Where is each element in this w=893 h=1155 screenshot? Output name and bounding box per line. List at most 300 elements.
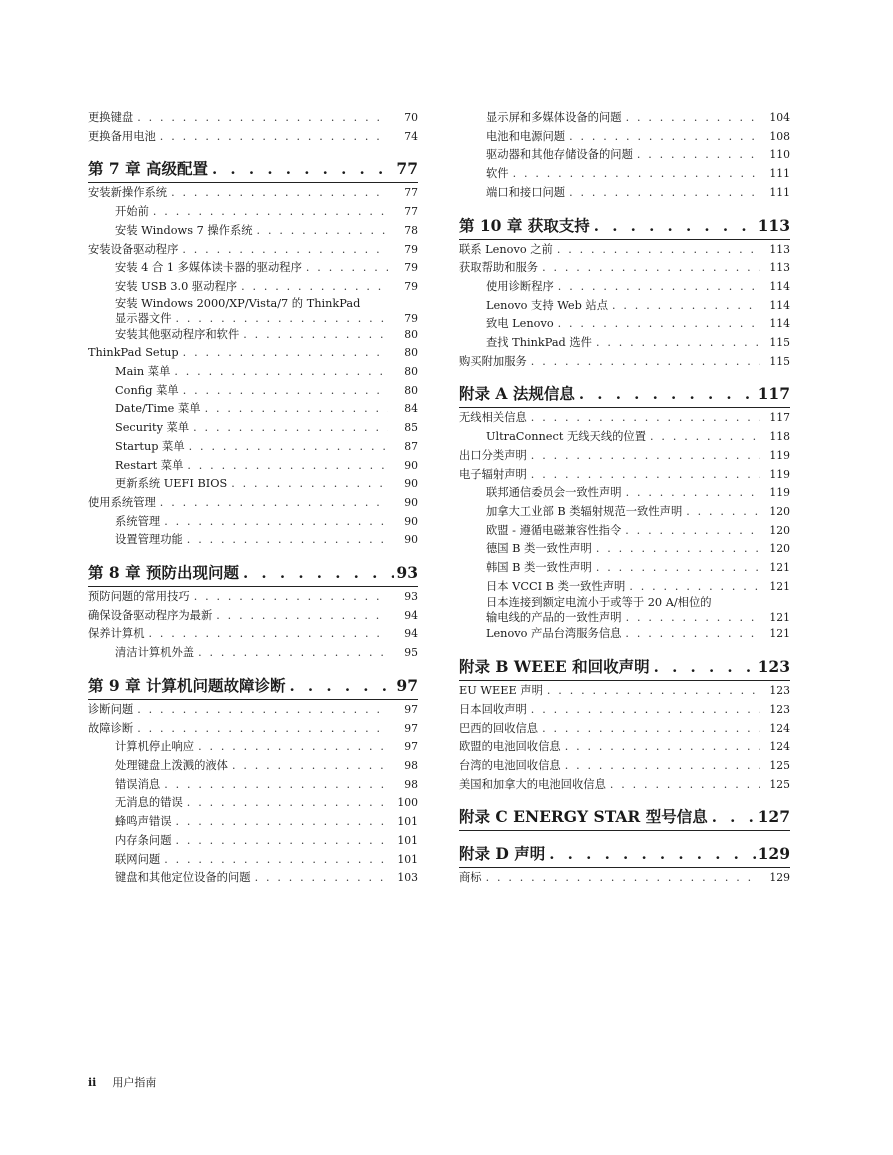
dot-leader [596,334,760,353]
chapter-page-number: 129 [757,844,790,864]
toc-entry[interactable] [88,531,418,550]
entry-title: 驱动器和其他存储设备的问题 [486,148,633,162]
toc-entry[interactable] [88,259,418,278]
entry-page-number: 98 [404,758,418,772]
toc-entry[interactable] [459,625,790,644]
entry-page-number: 120 [769,542,790,556]
entry-page-number: 121 [769,579,790,593]
toc-chapter-heading[interactable] [88,562,418,587]
toc-entry[interactable] [88,203,418,222]
toc-entry[interactable] [459,241,790,260]
entry-page-number: 79 [404,242,418,256]
entry-page-number: 114 [769,279,790,293]
entry-page-number: 124 [769,740,790,754]
entry-title: 诊断问题 [88,702,134,716]
entry-page-number: 110 [769,148,790,162]
toc-entry[interactable] [459,522,790,541]
toc-entry[interactable] [88,588,418,607]
entry-title: 软件 [486,167,509,181]
entry-title-line1: 安装 Windows 2000/XP/Vista/7 的 ThinkPad [115,296,361,310]
entry-page-number: 74 [404,129,418,143]
toc-entry[interactable] [88,475,418,494]
chapter-title: 附录 B WEEE 和回收声明 [459,657,650,677]
toc-entry[interactable] [459,184,790,203]
toc-entry[interactable] [88,241,418,260]
dot-leader [565,738,760,757]
toc-entry[interactable] [88,494,418,513]
dot-leader [149,625,389,644]
entry-page-number: 98 [404,777,418,791]
entry-page-number: 113 [769,242,790,256]
chapter-page-number: 113 [757,215,790,235]
dot-leader [231,475,388,494]
entry-title: Config 菜单 [115,383,179,397]
dot-leader [547,682,760,701]
entry-title: UltraConnect 无线天线的位置 [486,430,647,444]
toc-entry[interactable] [459,109,790,128]
entry-title: 开始前 [115,205,149,219]
toc-entry[interactable] [88,382,418,401]
dot-leader [183,382,388,401]
entry-title: Date/Time 菜单 [115,402,201,416]
entry-title: 使用系统管理 [88,495,156,509]
chapter-title: 附录 C ENERGY STAR 型号信息 [459,807,708,827]
entry-page-number: 111 [769,185,790,199]
entry-page-number: 108 [769,129,790,143]
entry-page-number: 125 [769,777,790,791]
entry-page-number: 94 [404,627,418,641]
dot-leader [137,701,388,720]
entry-page-number: 119 [769,467,790,481]
dot-leader [198,738,388,757]
entry-title: 电池和电源问题 [486,129,566,143]
entry-title: Main 菜单 [115,365,171,379]
entry-title: EU WEEE 声明 [459,684,543,698]
dot-leader [549,843,755,865]
entry-title: Startup 菜单 [115,439,185,453]
entry-title: Lenovo 支持 Web 站点 [486,298,609,312]
entry-page-number: 85 [404,421,418,435]
entry-title: 端口和接口问题 [486,185,566,199]
dot-leader [187,531,388,550]
dot-leader [579,383,756,405]
toc-entry[interactable] [88,738,418,757]
toc-entry[interactable] [88,400,418,419]
page-footer [88,1074,156,1090]
entry-page-number: 77 [404,205,418,219]
toc-entry[interactable] [88,851,418,870]
dot-leader [610,776,760,795]
entry-title: 巴西的回收信息 [459,721,539,735]
toc-entry[interactable] [88,513,418,532]
chapter-page-number: 93 [396,563,418,583]
entry-page-number: 101 [397,852,418,866]
entry-page-number: 104 [769,111,790,124]
dot-leader [243,326,388,345]
toc-entry[interactable] [459,540,790,559]
toc-entry[interactable] [88,869,418,888]
dot-leader [137,720,388,739]
dot-leader [626,484,760,503]
entry-title: 购买附加服务 [459,354,527,368]
toc-chapter-heading[interactable] [459,806,790,831]
chapter-title: 第 10 章 获取支持 [459,215,590,235]
entry-page-number: 113 [769,261,790,275]
chapter-page-number: 117 [757,384,790,404]
entry-title: 日本回收声明 [459,702,527,716]
entry-page-number: 115 [769,354,790,368]
entry-title: 获取帮助和服务 [459,261,539,275]
toc-entry[interactable] [88,109,418,128]
entry-title: Lenovo 产品台湾服务信息 [486,627,622,641]
dot-leader [712,806,756,828]
chapter-page-number: 77 [396,159,418,179]
dot-leader [531,409,760,428]
entry-page-number: 97 [404,740,418,754]
entry-page-number: 124 [769,721,790,735]
entry-page-number: 114 [769,298,790,312]
toc-entry[interactable] [88,184,418,203]
chapter-title: 第 8 章 预防出现问题 [88,563,239,583]
entry-page-number: 93 [404,590,418,604]
dot-leader [164,513,388,532]
entry-page-number: 90 [404,495,418,509]
dot-leader [164,851,388,870]
entry-page-number: 90 [404,477,418,491]
entry-title: 无线相关信息 [459,411,527,425]
entry-title: 安装设备驱动程序 [88,242,179,256]
dot-leader [183,344,388,363]
toc-entry[interactable] [88,438,418,457]
entry-title: 安装其他驱动程序和软件 [115,327,240,341]
toc-entry[interactable] [459,596,790,625]
entry-page-number: 70 [404,111,418,124]
toc-entry[interactable] [459,447,790,466]
dot-leader [198,644,388,663]
entry-title: 加拿大工业部 B 类辐射规范一致性声明 [486,504,683,518]
dot-leader [626,610,760,625]
toc-entry[interactable] [88,625,418,644]
chapter-title: 附录 D 声明 [459,844,546,864]
entry-title: 德国 B 类一致性声明 [486,542,592,556]
entry-title: 欧盟的电池回收信息 [459,740,561,754]
entry-title: 内存条问题 [115,833,172,847]
entry-title: 错误消息 [115,777,161,791]
toc-entry[interactable] [88,419,418,438]
entry-page-number: 121 [769,561,790,575]
toc-entry[interactable] [88,832,418,851]
dot-leader [612,297,760,316]
entry-title-line1: 日本连接到额定电流小于或等于 20 A/相位的 [486,596,712,610]
dot-leader [193,419,388,438]
entry-page-number: 80 [404,383,418,397]
toc-entry[interactable] [88,326,418,345]
dot-leader [176,311,389,326]
entry-title: 联邦通信委员会一致性声明 [486,486,622,500]
entry-page-number: 79 [404,311,418,325]
entry-title: 韩国 B 类一致性声明 [486,561,592,575]
dot-leader [189,438,388,457]
toc-entry[interactable] [459,484,790,503]
entry-page-number: 123 [769,702,790,716]
dot-leader [182,241,388,260]
entry-title: 系统管理 [115,514,161,528]
dot-leader [596,540,760,559]
toc-chapter-heading[interactable] [459,215,790,240]
entry-title: 欧盟 - 遵循电磁兼容性指令 [486,523,622,537]
toc-entry[interactable] [88,344,418,363]
entry-title-row2 [115,311,418,326]
entry-page-number: 80 [404,346,418,360]
toc-entry[interactable] [459,409,790,428]
entry-title: 美国和加拿大的电池回收信息 [459,777,606,791]
dot-leader [216,607,388,626]
entry-page-number: 120 [769,523,790,537]
entry-page-number: 121 [769,627,790,641]
chapter-title: 附录 A 法规信息 [459,384,575,404]
entry-title: 出口分类声明 [459,448,527,462]
toc-entry[interactable] [88,720,418,739]
entry-title: 使用诊断程序 [486,279,554,293]
chapter-page-number: 97 [396,675,418,695]
entry-page-number: 123 [769,684,790,698]
entry-page-number: 119 [769,448,790,462]
toc-entry[interactable] [88,794,418,813]
toc-entry[interactable] [88,363,418,382]
entry-page-number: 115 [769,336,790,350]
toc-entry[interactable] [88,128,418,147]
toc-entry[interactable] [459,757,790,776]
chapter-title: 第 7 章 高级配置 [88,159,208,179]
entry-page-number: 120 [769,504,790,518]
dot-leader [558,315,760,334]
entry-page-number: 125 [769,758,790,772]
toc-entry[interactable] [459,428,790,447]
entry-title: Restart 菜单 [115,458,184,472]
dot-leader [565,757,760,776]
toc-entry[interactable] [459,738,790,757]
toc-chapter-heading[interactable] [459,656,790,681]
dot-leader [531,447,760,466]
toc-entry[interactable] [459,578,790,597]
entry-title: 显示屏和多媒体设备的问题 [486,111,622,124]
toc-entry[interactable] [459,353,790,372]
entry-page-number: 79 [404,261,418,275]
entry-title: 确保设备驱动程序为最新 [88,608,213,622]
dot-leader [625,625,760,644]
dot-leader [176,813,389,832]
dot-leader [626,109,760,128]
toc-chapter-heading[interactable] [88,158,418,183]
dot-leader [486,869,760,888]
entry-title: 安装 USB 3.0 驱动程序 [115,279,238,293]
entry-page-number: 90 [404,533,418,547]
entry-title: 安装 Windows 7 操作系统 [115,223,253,237]
entry-title-row2 [486,610,790,625]
toc-entry[interactable] [459,701,790,720]
entry-page-number: 87 [404,439,418,453]
dot-leader [160,128,388,147]
toc-entry[interactable] [88,607,418,626]
dot-leader [625,522,760,541]
dot-leader [137,109,388,128]
entry-page-number: 119 [769,486,790,500]
entry-page-number: 114 [769,317,790,331]
dot-leader [187,457,388,476]
entry-title: ThinkPad Setup [88,346,179,360]
entry-page-number: 94 [404,608,418,622]
toc-entry[interactable] [459,278,790,297]
toc-entry[interactable] [88,776,418,795]
toc-chapter-heading[interactable] [88,675,418,700]
entry-title: 更换键盘 [88,111,134,124]
entry-page-number: 90 [404,514,418,528]
toc-entry[interactable] [459,466,790,485]
dot-leader [212,158,394,180]
entry-page-number: 84 [404,402,418,416]
dot-leader [654,656,756,678]
dot-leader [686,503,760,522]
dot-leader [174,363,388,382]
dot-leader [513,165,760,184]
dot-leader [257,222,388,241]
dot-leader [557,241,760,260]
toc-entry[interactable] [88,222,418,241]
entry-title: 处理键盘上泼溅的液体 [115,758,228,772]
dot-leader [306,259,388,278]
entry-title: 电子辐射声明 [459,467,527,481]
toc-entry[interactable] [88,757,418,776]
entry-page-number: 101 [397,833,418,847]
dot-leader [596,559,760,578]
toc-entry[interactable] [459,334,790,353]
chapter-page-number: 127 [757,807,790,827]
dot-leader [569,128,760,147]
entry-page-number: 78 [404,223,418,237]
dot-leader [153,203,388,222]
toc-entry[interactable] [459,128,790,147]
toc-entry[interactable] [459,146,790,165]
dot-leader [255,869,388,888]
dot-leader [194,588,388,607]
toc-entry[interactable] [459,315,790,334]
chapter-title: 第 9 章 计算机问题故障诊断 [88,675,286,695]
entry-page-number: 129 [769,871,790,885]
toc-entry[interactable] [459,720,790,739]
toc-entry[interactable] [88,813,418,832]
dot-leader [629,578,760,597]
dot-leader [558,278,760,297]
toc-chapter-heading[interactable] [459,383,790,408]
entry-title: 安装新操作系统 [88,186,168,200]
dot-leader [289,675,394,697]
entry-page-number: 117 [769,411,790,425]
dot-leader [187,794,388,813]
entry-page-number: 97 [404,702,418,716]
entry-page-number: 103 [397,871,418,885]
entry-title: 清洁计算机外盖 [115,646,195,660]
entry-title: 故障诊断 [88,721,134,735]
toc-entry[interactable] [459,165,790,184]
dot-leader [164,776,388,795]
dot-leader [241,278,388,297]
entry-page-number: 77 [404,186,418,200]
toc-entry[interactable] [459,503,790,522]
dot-leader [542,720,760,739]
dot-leader [594,215,756,237]
entry-title: 日本 VCCI B 类一致性声明 [486,579,626,593]
entry-page-number: 80 [404,365,418,379]
dot-leader [637,146,760,165]
dot-leader [176,832,389,851]
entry-title: 更换备用电池 [88,129,156,143]
toc-entry[interactable] [88,278,418,297]
entry-title: 联系 Lenovo 之前 [459,242,553,256]
entry-title-line2: 显示器文件 [115,311,172,325]
entry-page-number: 80 [404,327,418,341]
entry-page-number: 101 [397,815,418,829]
dot-leader [650,428,760,447]
chapter-page-number: 123 [757,657,790,677]
entry-page-number: 100 [397,796,418,810]
toc-entry[interactable] [88,701,418,720]
entry-title: 商标 [459,871,482,885]
dot-leader [569,184,760,203]
entry-title: 预防问题的常用技巧 [88,590,190,604]
toc-entry[interactable] [459,776,790,795]
toc-entry[interactable] [459,559,790,578]
dot-leader [542,259,760,278]
toc-entry[interactable] [459,869,790,888]
entry-title: 台湾的电池回收信息 [459,758,561,772]
entry-title: 保养计算机 [88,627,145,641]
toc-entry[interactable] [459,259,790,278]
dot-leader [531,701,760,720]
entry-title: 无消息的错误 [115,796,183,810]
entry-title: Security 菜单 [115,421,190,435]
entry-title: 计算机停止响应 [115,740,195,754]
entry-page-number: 121 [769,611,790,625]
entry-page-number: 90 [404,458,418,472]
footer-label: 用户指南 [112,1076,157,1089]
toc-entry[interactable] [88,644,418,663]
entry-title: 设置管理功能 [115,533,183,547]
dot-leader [531,353,760,372]
entry-title: 联网问题 [115,852,161,866]
entry-title: 致电 Lenovo [486,317,554,331]
entry-title: 查找 ThinkPad 选件 [486,336,592,350]
entry-page-number: 118 [769,430,790,444]
entry-page-number: 79 [404,279,418,293]
dot-leader [531,466,760,485]
entry-title: 安装 4 合 1 多媒体读卡器的驱动程序 [115,261,302,275]
toc-entry[interactable] [459,682,790,701]
toc-entry[interactable] [459,297,790,316]
dot-leader [243,562,394,584]
dot-leader [160,494,388,513]
toc-left-column [88,109,418,888]
entry-title: 蜂鸣声错误 [115,815,172,829]
dot-leader [205,400,388,419]
toc-entry[interactable] [88,297,418,326]
toc-chapter-heading[interactable] [459,843,790,868]
toc-entry[interactable] [88,457,418,476]
dot-leader [171,184,388,203]
entry-page-number: 111 [769,167,790,181]
entry-title-line2: 输电线的产品的一致性声明 [486,611,622,625]
entry-page-number: 95 [404,646,418,660]
entry-title: 键盘和其他定位设备的问题 [115,871,251,885]
